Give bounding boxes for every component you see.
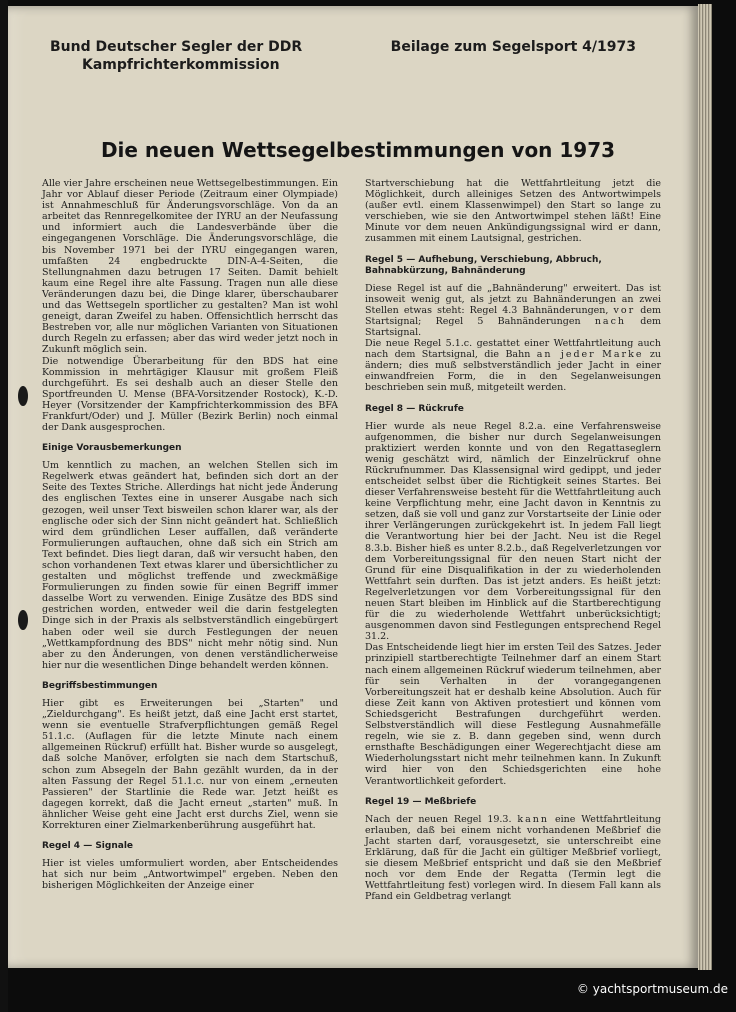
watermark: © yachtsportmuseum.de [576, 982, 728, 996]
paragraph: Die neue Regel 5.1.c. gestattet einer Wettfahrtleitung auch nach dem Startsignal, die Bahn an jeder Marke zu ändern; dies muß selbstverständlich jeder Jacht in einer einwandfreien Form, die in den Segelanweisungen beschrieben sein muß, mitgeteilt werden. [365, 338, 661, 394]
paragraph: Das Entscheidende liegt hier im ersten Teil des Satzes. Jeder prinzipiell startberechtigte Teilnehmer darf an einem Start nach einem allgemeinen Rückruf wiederum teilnehmen, aber für sein Verhalten in der vorangegangenen Vorbereitungszeit hat er deshalb keine Absolution. Auch für diese Zeit kann von Aktiven protestiert und können vom Schiedsgericht Bestrafungen durchgeführt werden. Selbstverständlich will diese Festlegung Ausnahmefälle regeln, wie sie z. B. dann gegeben sind, wenn durch ernsthafte Beschädigungen einer Wegerechtjacht diese am Wiederholungsstart nicht mehr teilnehmen kann. In Zukunft wird hier von den Schiedsgerichten eine hohe Verantwortlichkeit gefordert. [365, 642, 661, 787]
paragraph: Um kenntlich zu machen, an welchen Stellen sich im Regelwerk etwas geändert hat, befinden sich dort an der Seite des Textes Striche. Allerdings hat nicht jede Änderung des englischen Textes eine in unserer Ausgabe nach sich gezogen, weil unser Text bisweilen schon klarer war, als der englische oder sich der Sinn nicht geändert hat. Schließlich wird dem gründlichen Leser auffallen, daß veränderte Formulierungen auftauchen, ohne daß sich ein Strich am Text befindet. Dies liegt daran, daß wir versucht haben, den schon vorhandenen Text etwas klarer und übersichtlicher zu gestalten und möglichst treffende und zweckmäßige Formulierungen zu finden sowie für einen Begriff immer dasselbe Wort zu verwenden. Einige Zusätze des BDS sind gestrichen worden, entweder weil die darin festgelegten Dinge sich in der Praxis als selbstverständlich eingebürgert haben oder weil sie durch Festlegungen der neuen „Wettkampfordnung des BDS" nicht mehr nötig sind. Nun aber zu den Änderungen, von denen verständlicherweise hier nur die wesentlichen Dinge behandelt werden können. [42, 460, 338, 671]
org-name: Bund Deutscher Segler der DDR [50, 39, 303, 55]
section-heading: Einige Vorausbemerkungen [42, 443, 182, 454]
paragraph: Hier ist vieles umformuliert worden, aber Entscheidendes hat sich nur beim „Antwortwimpel" ergeben. Neben den bisherigen Möglichkeiten der Anzeige einer [42, 858, 338, 892]
paragraph: Alle vier Jahre erscheinen neue Wettsegelbestimmungen. Ein Jahr vor Ablauf dieser Periode (Zeitraum einer Olympiade) ist Annahmeschluß für Änderungsvorschläge. Von da an arbeitet das Rennregelkomitee der IYRU an der Neufassung und informiert auch die Landesverbände über die eingegangenen Vorschläge. Die Änderungsvorschläge, die bis November 1971 bei der IYRU eingegangen waren, umfaßten 24 engbedruckte DIN-A-4-Seiten, die Stellungnahmen dazu betrugen 17 Seiten. Damit behielt kaum eine Regel ihre alte Fassung. Tragen nun alle diese Veränderungen dazu bei, die Dinge klarer, überschaubarer und das Wettsegeln sportlicher zu gestalten? Man ist wohl geneigt, daran Zweifel zu haben. Offensichtlich herrscht das Bestreben vor, alle nur möglichen Varianten von Situationen durch Regeln zu erfassen; aber das wird weder jetzt noch in Zukunft möglich sein. [42, 178, 338, 356]
paragraph: Nach der neuen Regel 19.3. kann eine Wettfahrtleitung erlauben, daß bei einem nicht vorhandenen Meßbrief die Jacht starten darf, vorausgesetzt, sie unterschreibt eine Erklärung, daß für die Jacht ein gültiger Meßbrief vorliegt, sie diesem Meßbrief entspricht und daß sie den Meßbrief noch vor dem Ende der Regatta (Termin legt die Wettfahrtleitung fest) vorlegen wird. In diesem Fall kann als Pfand ein Geldbetrag verlangt [365, 813, 661, 903]
magazine-page [8, 6, 698, 968]
section-heading: Regel 4 — Signale [42, 841, 134, 852]
organization-header [50, 38, 302, 74]
paragraph: Hier gibt es Erweiterungen bei „Starten" und „Zieldurchgang". Es heißt jetzt, daß eine Jacht erst startet, wenn sie eventuelle Strafverpflichtungen gemäß Regel 51.1.c. (Auflagen für die letzte Minute nach einem allgemeinen Rückruf) erfüllt hat. Bisher wurde so ausgelegt, daß solche Manöver, erfolgten sie nach dem Startschuß, schon zum Absegeln der Bahn gezählt wurden, da in der alten Fassung der Regel 51.1.c. nur von einem „erneuten Passieren" der Startlinie die Rede war. Jetzt heißt es dagegen korrekt, daß die Jacht erneut „starten" muß. In ähnlicher Weise geht eine Jacht erst durchs Ziel, wenn sie Korrekturen einer Zielmarkenberührung ausgeführt hat. [42, 697, 338, 831]
paragraph: Startverschiebung hat die Wettfahrtleitung jetzt die Möglichkeit, durch alleiniges Setzen des Antwortwimpels (außer evtl. einem Klassenwimpel) den Start so lange zu verschieben, wie sie den Antwortwimpel stehen läßt! Eine Minute vor dem neuen Ankündigungssignal wird er dann, zusammen mit einem Lautsignal, gestrichen. [365, 178, 661, 245]
article-title: Die neuen Wettsegelbestimmungen von 1973 [100, 138, 616, 162]
section-heading: Regel 5 — Aufhebung, Verschiebung, Abbruch, Bahnabkürzung, Bahnänderung [365, 254, 602, 276]
left-column [42, 178, 338, 891]
punch-hole [18, 610, 28, 630]
page-stack-edge [698, 4, 712, 970]
binding-spine [0, 0, 8, 1012]
right-column [365, 178, 661, 902]
section-heading: Regel 19 — Meßbriefe [365, 796, 477, 807]
punch-hole [18, 386, 28, 406]
section-heading: Begriffsbestimmungen [42, 680, 158, 691]
section-heading: Regel 8 — Rückrufe [365, 403, 464, 414]
paragraph: Die notwendige Überarbeitung für den BDS hat eine Kommission in mehrtägiger Klausur mit großem Fleiß durchgeführt. Es sei deshalb auch an dieser Stelle den Sportfreunden U. Mense (BFA-Vorsitzender Rostock), K.-D. Heyer (Vorsitzender der Kampfrichterkommission des BFA Frankfurt/Oder) und J. Müller (Bezirk Berlin) noch einmal der Dank ausgesprochen. [42, 355, 338, 434]
commission-name: Kampfrichterkommission [82, 57, 280, 73]
paragraph: Hier wurde als neue Regel 8.2.a. eine Verfahrensweise aufgenommen, die bisher nur durch Segelanweisungen praktiziert werden konnte und von den Regattaseglern wenig geschätzt wird, nämlich der Einzelrückruf ohne Rückrufnummer. Das Klassensignal wird gedippt, und jeder entscheidet selbst über die Richtigkeit seines Startes. Bei dieser Verfahrensweise besteht für die Wettfahrtleitung auch keine Verpflichtung mehr, eine Jacht davon in Kenntnis zu setzen, daß sie voll und ganz zur Vorstartseite der Linie oder ihrer Verlängerungen zurückgekehrt ist. In jedem Fall liegt die Verantwortung hier bei der Jacht. Neu ist die Regel 8.3.b. Bisher hieß es unter 8.2.b., daß Regelverletzungen vor dem Vorbereitungssignal für den neuen Start nicht der Grund für eine Disqualifikation in der zu wiederholenden Wettfahrt sein durften. Das ist jetzt anders. Es heißt jetzt: Regelverletzungen vor dem Vorbereitungssignal für den neuen Start bleiben im Hinblick auf die Startberechtigung für die zu wiederholende Wettfahrt unberücksichtigt; ausgenommen davon sind Festlegungen entsprechend Regel 31.2. [365, 420, 661, 643]
supplement-label: Beilage zum Segelsport 4/1973 [390, 39, 636, 55]
paragraph: Diese Regel ist auf die „Bahnänderung" erweitert. Das ist insoweit wenig gut, als jetzt zu Bahnänderungen an zwei Stellen etwas steht: Regel 4.3 Bahnänderungen, vor dem Startsignal; Regel 5 Bahnänderungen nach dem Startsignal. [365, 282, 661, 338]
